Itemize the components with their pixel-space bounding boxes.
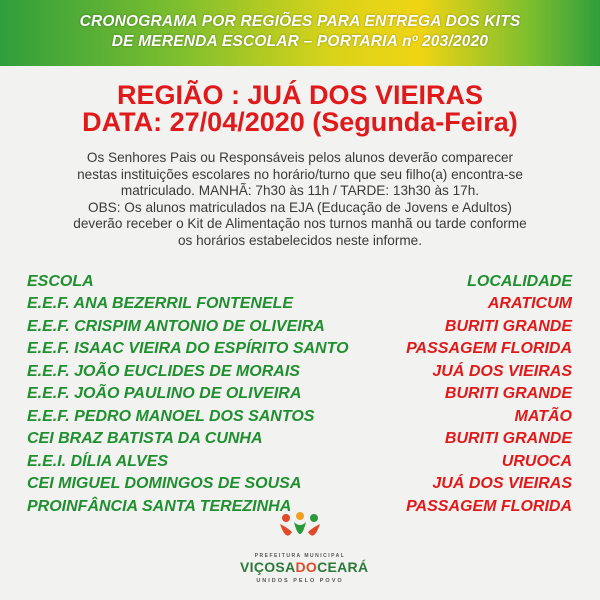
locality-name: MATÃO <box>514 407 572 425</box>
locality-name: PASSAGEM FLORIDA <box>406 497 572 515</box>
date-title: DATA: 27/04/2020 (Segunda-Feira) <box>82 107 518 137</box>
header-locality: LOCALIDADE <box>467 273 572 290</box>
table-row <box>0 475 600 498</box>
school-name: E.E.F. JOÃO PAULINO DE OLIVEIRA <box>27 385 302 402</box>
people-emblem-icon <box>276 512 324 552</box>
table-row <box>0 430 600 453</box>
table-header <box>0 273 600 295</box>
logo-name-part: DO <box>295 559 318 575</box>
locality-name: BURITI GRANDE <box>444 430 572 447</box>
notice-line: os horários estabelecidos neste informe. <box>177 232 423 248</box>
notice-text <box>40 150 560 249</box>
header-school: ESCOLA <box>27 273 94 290</box>
logo-slogan: UNIDOS PELO POVO <box>256 578 344 584</box>
school-name: E.E.F. PEDRO MANOEL DOS SANTOS <box>27 407 315 425</box>
banner-title-line-1: CRONOGRAMA POR REGIÕES PARA ENTREGA DOS KITS <box>79 13 521 30</box>
school-name: E.E.I. DÍLIA ALVES <box>27 452 169 470</box>
logo-name-part: VIÇOSA <box>240 559 296 575</box>
locality-name: JUÁ DOS VIEIRAS <box>432 362 572 380</box>
locality-name: PASSAGEM FLORIDA <box>406 340 572 357</box>
schedule-table <box>0 295 600 520</box>
table-row <box>0 385 600 408</box>
banner-title-line-2: DE MERENDA ESCOLAR – PORTARIA nº 203/2020 <box>111 33 489 50</box>
logo-top-text: PREFEITURA MUNICIPAL <box>254 553 346 559</box>
locality-name: JUÁ DOS VIEIRAS <box>432 475 572 492</box>
school-name: E.E.F. CRISPIM ANTONIO DE OLIVEIRA <box>27 317 325 335</box>
locality-name: ARATICUM <box>487 295 572 312</box>
table-row <box>0 363 600 386</box>
logo-name-part: CEARÁ <box>317 559 369 575</box>
school-name: E.E.F. ANA BEZERRIL FONTENELE <box>27 295 294 312</box>
locality-name: URUOCA <box>501 452 572 470</box>
region-title: REGIÃO : JUÁ DOS VIEIRAS <box>116 80 484 110</box>
table-row <box>0 340 600 363</box>
school-name: E.E.F. ISAAC VIEIRA DO ESPÍRITO SANTO <box>27 340 349 357</box>
notice-line: Os Senhores Pais ou Responsáveis pelos alunos deverão comparecer <box>86 150 514 165</box>
notice-line: deverão receber o Kit de Alimentação nos turnos manhã ou tarde conforme <box>73 216 527 231</box>
school-name: CEI MIGUEL DOMINGOS DE SOUSA <box>27 475 302 492</box>
locality-name: BURITI GRANDE <box>444 385 572 402</box>
municipality-logo <box>240 512 369 592</box>
table-row <box>0 295 600 318</box>
logo-name <box>240 559 369 575</box>
notice-line: nestas instituições escolares no horário/turno que seu filho(a) encontra-se <box>77 166 523 182</box>
notice-line: matriculado. MANHÃ: 7h30 às 11h / TARDE: 13h30 às 17h. <box>120 183 480 198</box>
notice-line: OBS: Os alunos matriculados na EJA (Educação de Jovens e Adultos) <box>88 199 512 215</box>
header-banner <box>0 0 600 66</box>
school-name: E.E.F. JOÃO EUCLIDES DE MORAIS <box>27 362 300 380</box>
locality-name: BURITI GRANDE <box>444 317 572 335</box>
table-row <box>0 408 600 431</box>
school-name: PROINFÂNCIA SANTA TEREZINHA <box>27 497 292 515</box>
table-row <box>0 318 600 341</box>
table-row <box>0 453 600 476</box>
school-name: CEI BRAZ BATISTA DA CUNHA <box>27 430 263 447</box>
